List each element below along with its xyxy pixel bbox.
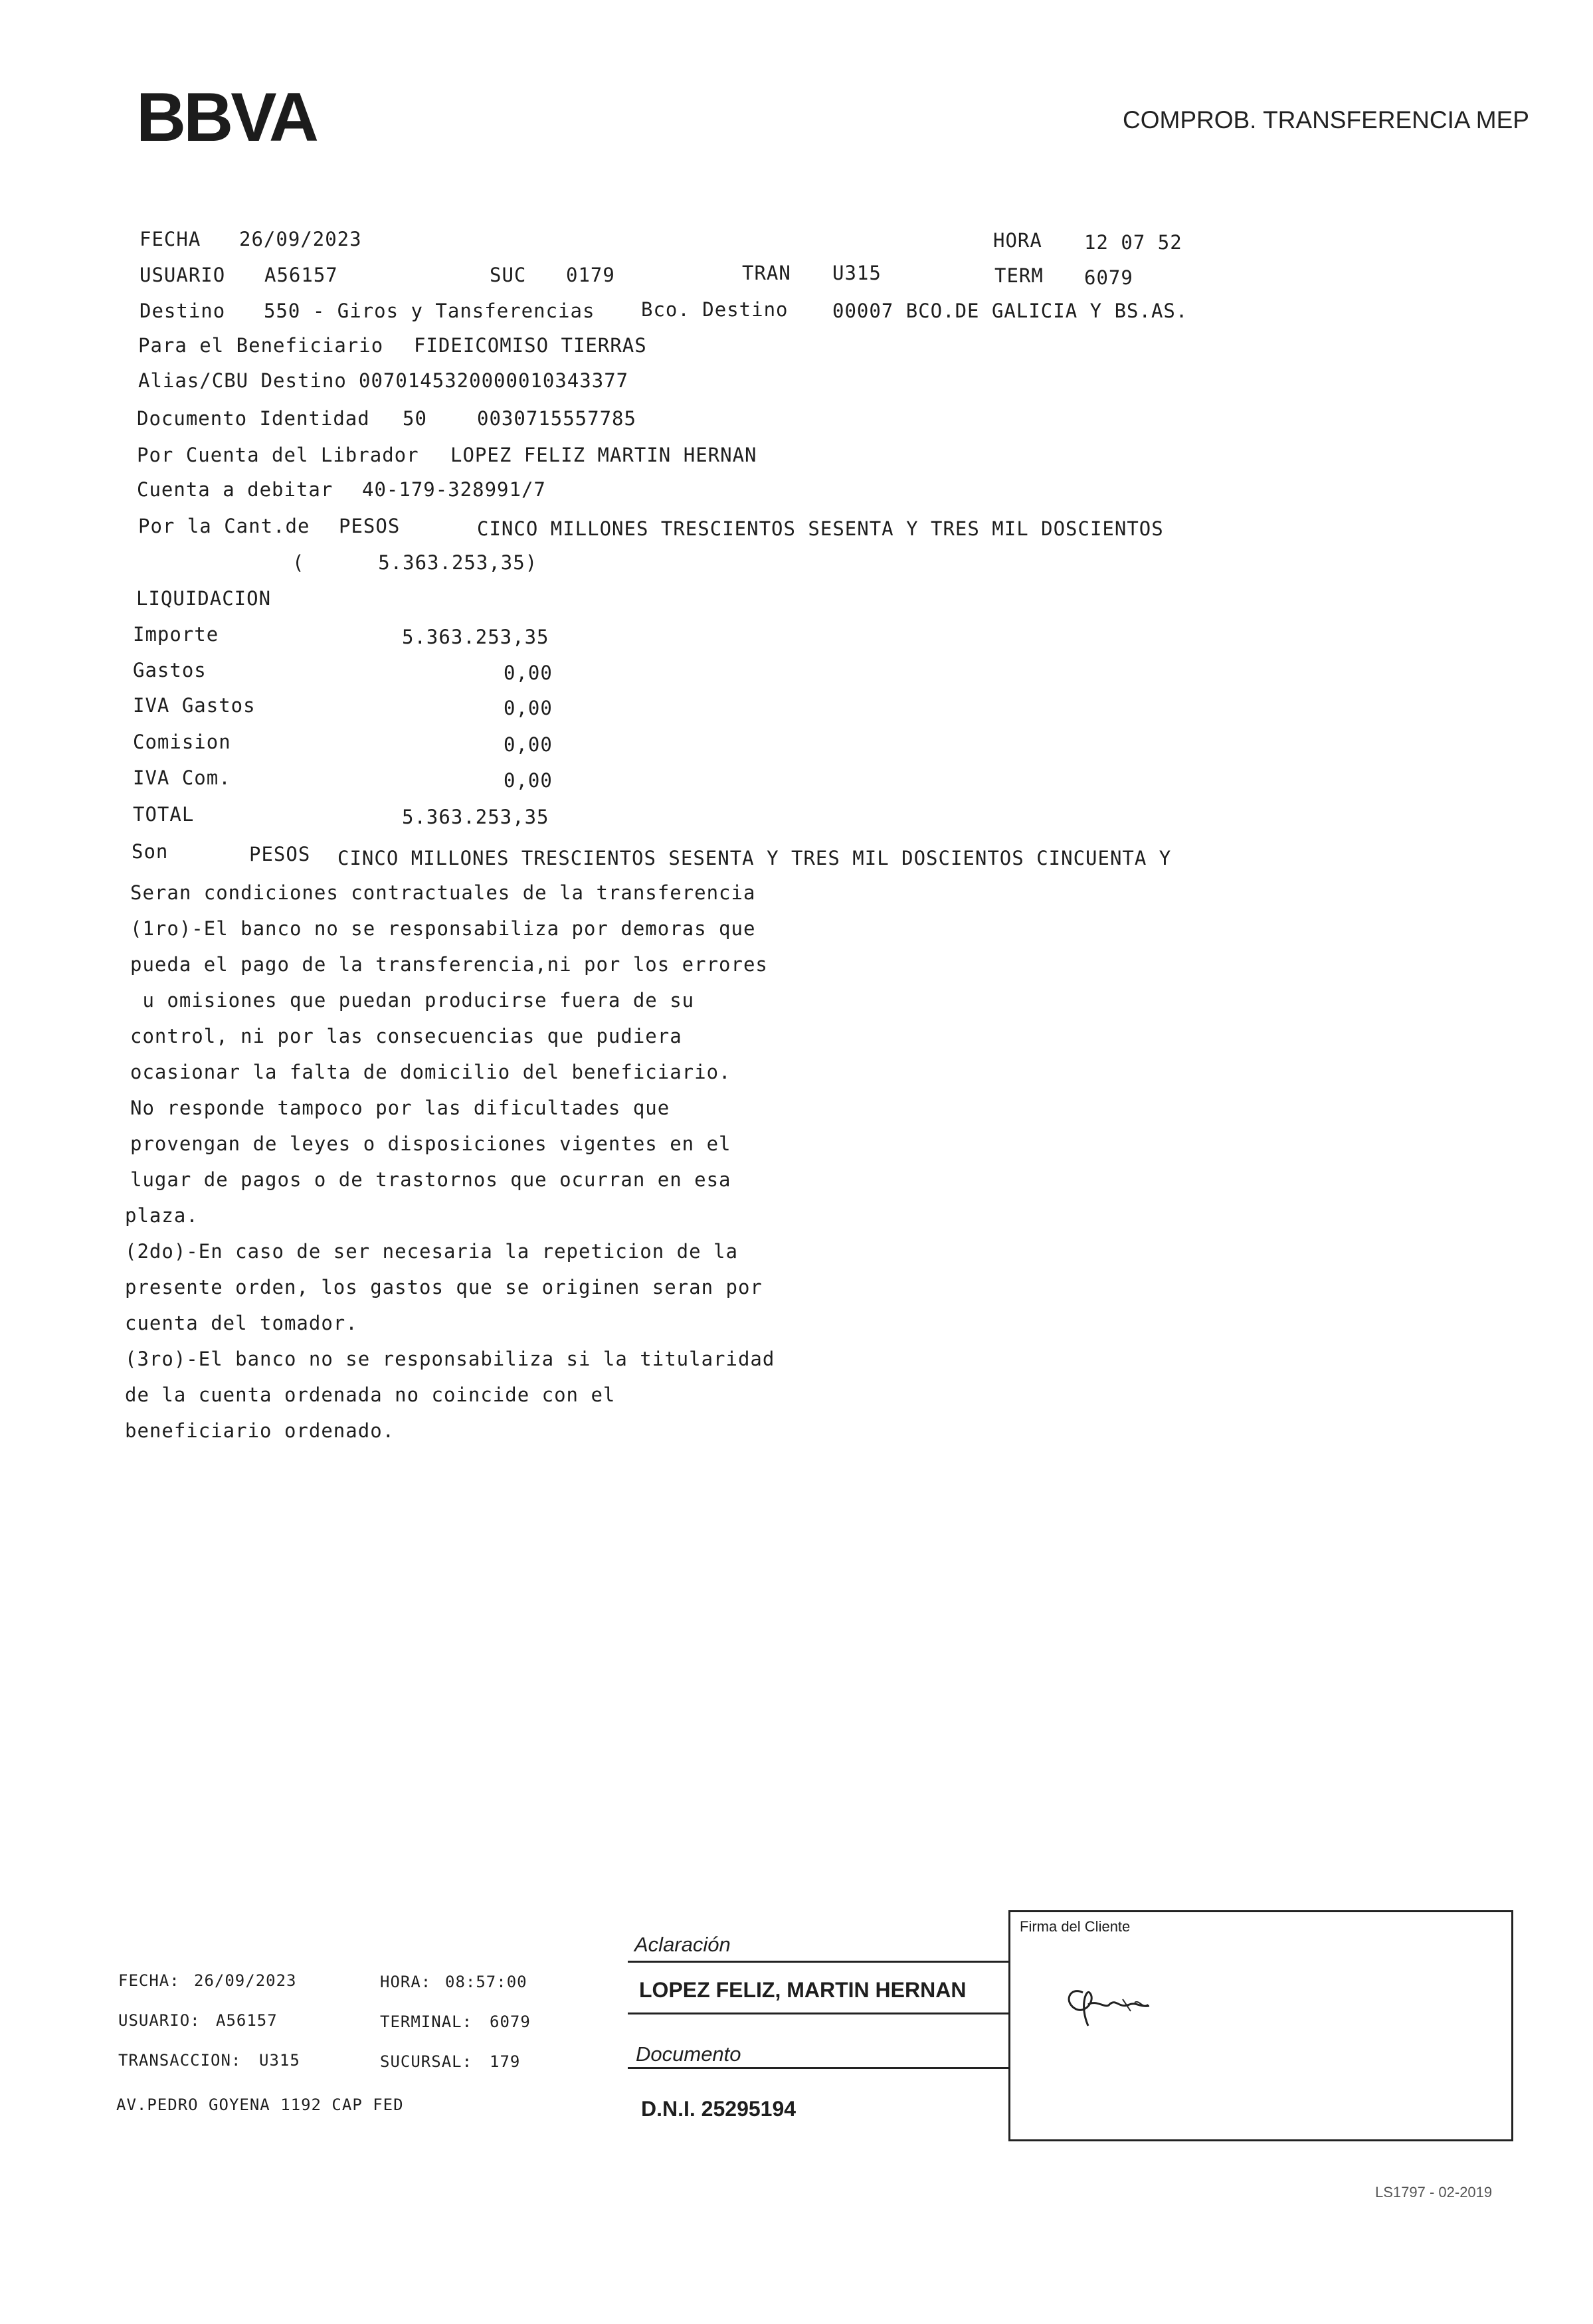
cantidad-numero: ( 5.363.253,35) (292, 551, 538, 574)
tran-value: U315 (832, 262, 882, 284)
signature-image (1056, 1973, 1189, 2032)
condition-line: (2do)-En caso de ser necesaria la repeticion de la (125, 1240, 738, 1263)
document-title: COMPROB. TRANSFERENCIA MEP (1123, 106, 1529, 134)
footer-terminal-value: 6079 (490, 2012, 531, 2031)
footer-fecha-value: 26/09/2023 (194, 1971, 297, 1990)
liquidacion-row-value: 0,00 (504, 662, 553, 684)
liquidacion-row-value: 0,00 (504, 769, 553, 792)
condition-line: (1ro)-El banco no se responsabiliza por demoras que (130, 917, 756, 940)
footer-sucursal-value: 179 (490, 2052, 521, 2071)
footer-terminal-label: TERMINAL: (380, 2012, 473, 2031)
liquidacion-row-label: IVA Gastos (133, 694, 256, 717)
tran-label: TRAN (742, 262, 791, 284)
liquidacion-row-label: Importe (133, 623, 219, 646)
footer-sucursal-label: SUCURSAL: (380, 2052, 473, 2071)
condition-line: beneficiario ordenado. (125, 1419, 395, 1442)
documento-footer-value: D.N.I. 25295194 (641, 2097, 796, 2121)
footer-usuario-label: USUARIO: (118, 2011, 201, 2030)
hora-label: HORA (993, 229, 1042, 252)
fecha-value: 26/09/2023 (239, 228, 362, 250)
condition-line: ocasionar la falta de domicilio del beneficiario. (130, 1061, 731, 1083)
beneficiario-value: FIDEICOMISO TIERRAS (414, 334, 647, 357)
cantidad-letras: CINCO MILLONES TRESCIENTOS SESENTA Y TRES MIL DOSCIENTOS (477, 517, 1164, 540)
destino-label: Destino (140, 300, 226, 322)
documento-top-rule (628, 2067, 1010, 2069)
condition-line: presente orden, los gastos que se originen seran por (125, 1276, 763, 1298)
documento-label: Documento Identidad (137, 407, 370, 430)
liquidacion-row-label: Comision (133, 731, 231, 753)
beneficiario-label: Para el Beneficiario (138, 334, 384, 357)
liquidacion-row-label: TOTAL (133, 803, 195, 826)
documento-footer-label: Documento (636, 2042, 741, 2066)
liquidacion-row-value: 5.363.253,35 (402, 806, 549, 828)
usuario-value: A56157 (264, 264, 338, 286)
moneda-value: PESOS (339, 515, 401, 537)
condition-line: provengan de leyes o disposiciones vigentes en el (130, 1132, 731, 1155)
cbu-label: Alias/CBU Destino (138, 369, 347, 392)
term-label: TERM (994, 264, 1044, 287)
footer-transaccion-label: TRANSACCION: (118, 2051, 242, 2070)
condition-line: Seran condiciones contractuales de la transferencia (130, 881, 756, 904)
liquidacion-row-value: 0,00 (504, 733, 553, 756)
condition-line: plaza. (125, 1204, 199, 1227)
firma-label: Firma del Cliente (1020, 1918, 1131, 1935)
condition-line: No responde tampoco por las dificultades que (130, 1097, 670, 1119)
footer-fecha-label: FECHA: (118, 1971, 180, 1990)
bco-destino-label: Bco. Destino (641, 298, 789, 321)
liquidacion-title: LIQUIDACION (136, 587, 272, 610)
liquidacion-row-value: 0,00 (504, 697, 553, 719)
cuenta-value: 40-179-328991/7 (362, 478, 546, 501)
cuenta-label: Cuenta a debitar (137, 478, 333, 501)
liquidacion-row-label: Gastos (133, 659, 207, 681)
hora-value: 12 07 52 (1084, 231, 1182, 254)
form-code: LS1797 - 02-2019 (1375, 2184, 1493, 2200)
documento-tipo: 50 (403, 407, 427, 430)
cbu-value: 0070145320000010343377 (359, 369, 629, 392)
footer-hora-label: HORA: (380, 1973, 432, 1991)
suc-label: SUC (490, 264, 527, 286)
aclaracion-top-rule (628, 1961, 1010, 1963)
son-text: CINCO MILLONES TRESCIENTOS SESENTA Y TRES MIL DOSCIENTOS CINCUENTA Y (337, 847, 1172, 869)
condition-line: u omisiones que puedan producirse fuera de su (130, 989, 695, 1012)
liquidacion-row-value: 5.363.253,35 (402, 626, 549, 648)
footer-transaccion-value: U315 (259, 2051, 300, 2070)
son-moneda: PESOS (249, 843, 311, 865)
footer-hora-value: 08:57:00 (445, 1973, 527, 1991)
condition-line: (3ro)-El banco no se responsabiliza si la titularidad (125, 1348, 775, 1370)
son-label: Son (132, 840, 169, 863)
destino-value: 550 - Giros y Tansferencias (264, 300, 595, 322)
fecha-label: FECHA (140, 228, 201, 250)
bco-destino-value: 00007 BCO.DE GALICIA Y BS.AS. (832, 300, 1188, 322)
term-value: 6079 (1084, 266, 1133, 289)
footer-address: AV.PEDRO GOYENA 1192 CAP FED (116, 2096, 404, 2114)
condition-line: cuenta del tomador. (125, 1312, 358, 1334)
aclaracion-label: Aclaración (634, 1933, 731, 1956)
aclaracion-bottom-rule (628, 2012, 1010, 2014)
cantidad-label: Por la Cant.de (138, 515, 310, 537)
footer-usuario-value: A56157 (216, 2011, 278, 2030)
librador-label: Por Cuenta del Librador (137, 444, 419, 466)
librador-value: LOPEZ FELIZ MARTIN HERNAN (450, 444, 757, 466)
condition-line: control, ni por las consecuencias que pudiera (130, 1025, 682, 1047)
condition-line: lugar de pagos o de trastornos que ocurran en esa (130, 1168, 731, 1191)
usuario-label: USUARIO (140, 264, 226, 286)
suc-value: 0179 (566, 264, 615, 286)
aclaracion-value: LOPEZ FELIZ, MARTIN HERNAN (639, 1978, 967, 2002)
bbva-logo: BBVA (136, 79, 316, 156)
condition-line: de la cuenta ordenada no coincide con el (125, 1384, 616, 1406)
documento-value: 0030715557785 (477, 407, 636, 430)
liquidacion-row-label: IVA Com. (133, 766, 231, 789)
condition-line: pueda el pago de la transferencia,ni por los errores (130, 953, 768, 976)
